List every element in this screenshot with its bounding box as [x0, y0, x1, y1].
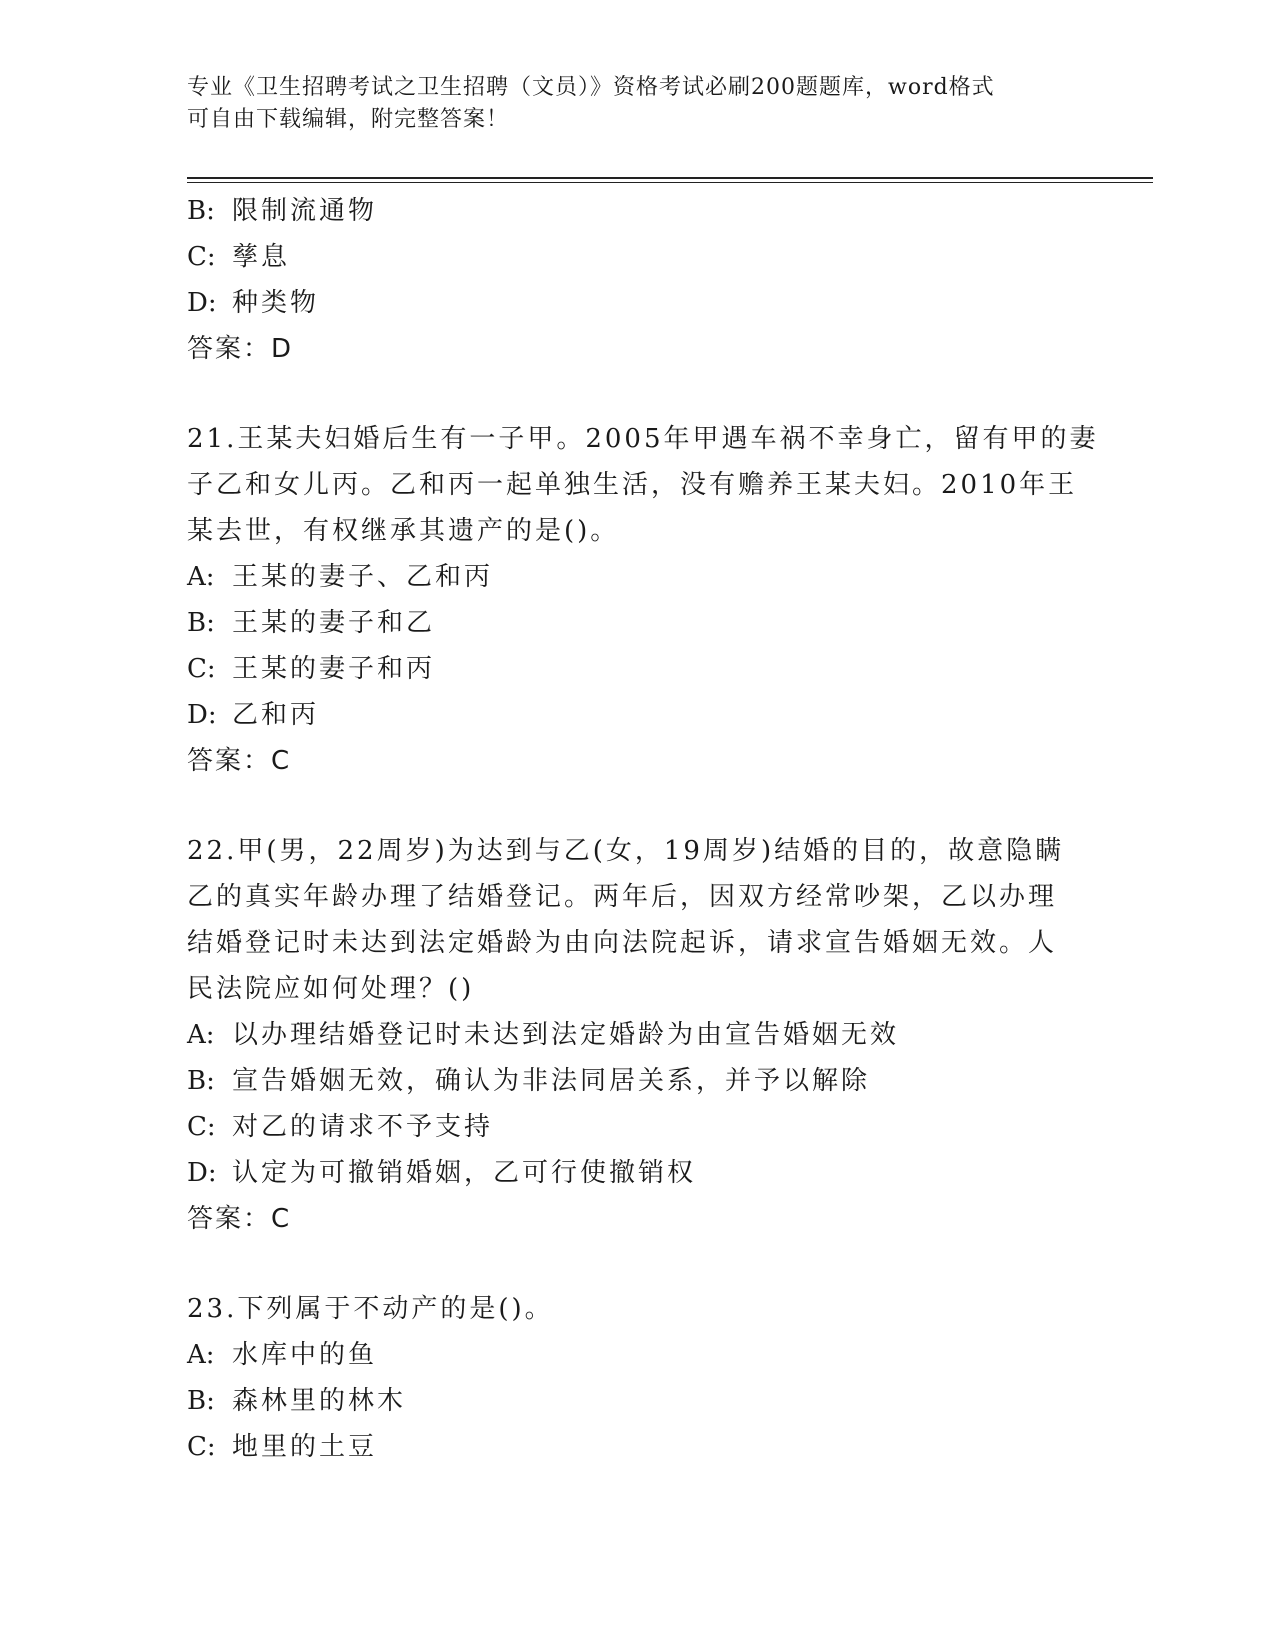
question-stem-line: 23.下列属于不动产的是()。	[187, 1294, 554, 1324]
question-stem-line: 子乙和女儿丙。乙和丙一起单独生活，没有赡养王某夫妇。2010年王	[187, 470, 1078, 500]
option-text: 以办理结婚登记时未达到法定婚龄为由宣告婚姻无效	[232, 1020, 900, 1050]
option-a	[187, 1332, 1087, 1378]
answer-line: 答案：D	[187, 334, 294, 364]
question-stem-line: 民法院应如何处理？()	[187, 974, 475, 1004]
option-key: C:	[187, 654, 216, 684]
option-c	[187, 1424, 1087, 1470]
option-d	[187, 1150, 1087, 1196]
question-stem-line: 结婚登记时未达到法定婚龄为由向法院起诉，请求宣告婚姻无效。人	[187, 928, 1058, 958]
question-stem-line: 某去世，有权继承其遗产的是()。	[187, 516, 620, 546]
option-c	[187, 234, 1087, 280]
option-c	[187, 646, 1087, 692]
option-key: B:	[187, 1066, 215, 1096]
option-d	[187, 692, 1087, 738]
question-22	[187, 828, 1087, 1242]
option-key: C:	[187, 1432, 216, 1462]
header-divider	[187, 177, 1153, 183]
option-c	[187, 1104, 1087, 1150]
option-text: 王某的妻子和丙	[232, 654, 436, 684]
question-23	[187, 1286, 1087, 1470]
option-text: 王某的妻子和乙	[232, 608, 436, 638]
page-header	[187, 72, 1087, 136]
question-stem-line: 21.王某夫妇婚后生有一子甲。2005年甲遇车祸不幸身亡，留有甲的妻	[187, 424, 1099, 454]
option-key: A:	[187, 1020, 215, 1050]
option-key: B:	[187, 608, 215, 638]
option-key: D:	[187, 1158, 217, 1188]
prev-question	[187, 188, 1087, 372]
option-text: 水库中的鱼	[232, 1340, 378, 1370]
option-key: B:	[187, 196, 215, 226]
option-text: 认定为可撤销婚姻，乙可行使撤销权	[232, 1158, 697, 1188]
header-line-2: 可自由下载编辑，附完整答案！	[187, 107, 510, 132]
option-text: 森林里的林木	[232, 1386, 407, 1416]
option-text: 地里的土豆	[232, 1432, 378, 1462]
option-key: C:	[187, 242, 216, 272]
option-d	[187, 280, 1087, 326]
option-key: D:	[187, 700, 217, 730]
option-text: 对乙的请求不予支持	[232, 1112, 494, 1142]
option-text: 限制流通物	[232, 196, 378, 226]
option-key: A:	[187, 562, 215, 592]
option-text: 种类物	[232, 288, 320, 318]
option-b	[187, 600, 1087, 646]
question-stem-line: 乙的真实年龄办理了结婚登记。两年后，因双方经常吵架，乙以办理	[187, 882, 1058, 912]
option-a	[187, 1012, 1087, 1058]
option-text: 乙和丙	[232, 700, 320, 730]
option-a	[187, 554, 1087, 600]
answer-line: 答案：C	[187, 1204, 292, 1234]
option-text: 王某的妻子、乙和丙	[232, 562, 494, 592]
option-key: B:	[187, 1386, 215, 1416]
option-b	[187, 1378, 1087, 1424]
option-text: 孳息	[232, 242, 291, 272]
option-key: A:	[187, 1340, 215, 1370]
question-stem-line: 22.甲(男，22周岁)为达到与乙(女，19周岁)结婚的目的，故意隐瞒	[187, 836, 1065, 866]
option-text: 宣告婚姻无效，确认为非法同居关系，并予以解除	[232, 1066, 871, 1096]
option-key: C:	[187, 1112, 216, 1142]
document-body	[187, 188, 1099, 1470]
header-line-1: 专业《卫生招聘考试之卫生招聘（文员）》资格考试必刷200题题库，word格式	[187, 75, 995, 100]
answer-line: 答案：C	[187, 746, 292, 776]
option-key: D:	[187, 288, 217, 318]
option-b	[187, 1058, 1087, 1104]
option-b	[187, 188, 1087, 234]
question-21	[187, 416, 1099, 784]
